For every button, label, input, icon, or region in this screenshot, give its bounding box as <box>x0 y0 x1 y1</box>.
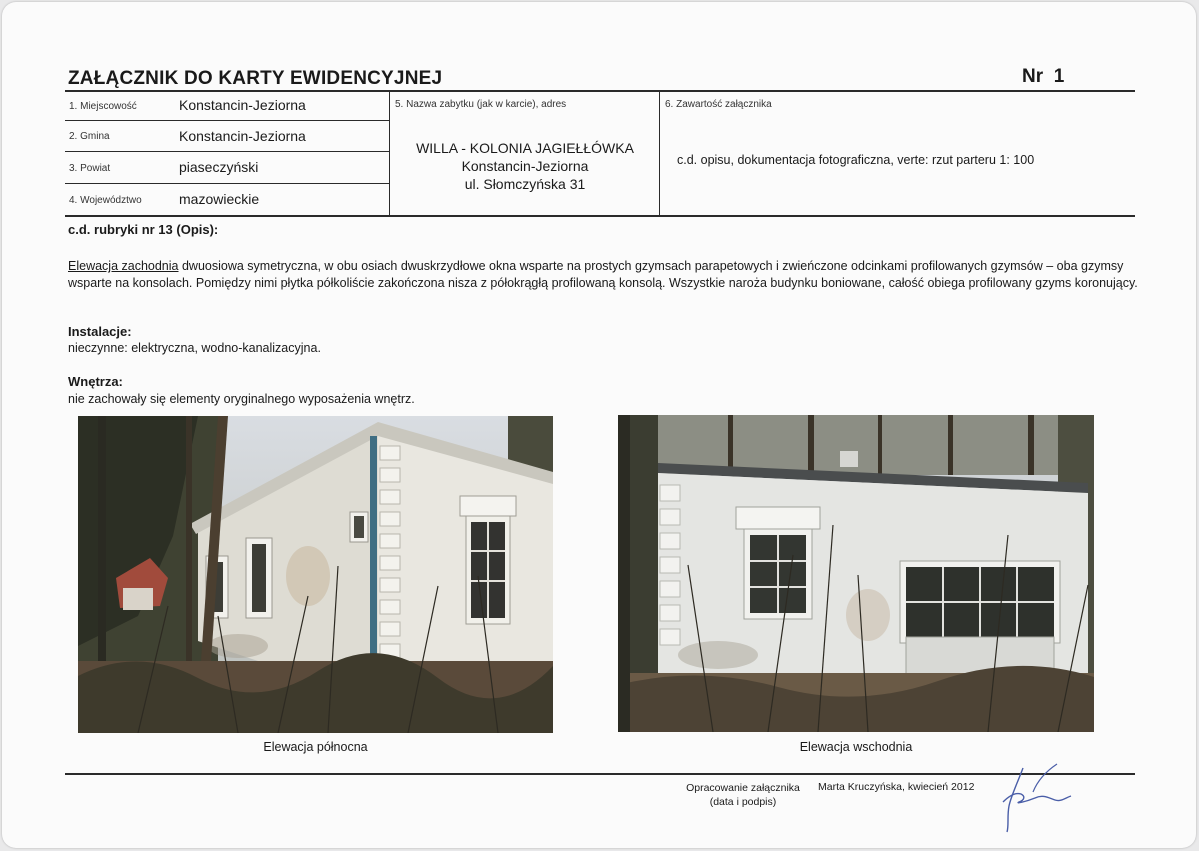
interior-heading: Wnętrza: <box>68 374 123 389</box>
photo-east-caption: Elewacja wschodnia <box>799 740 913 754</box>
author-date: Marta Kruczyńska, kwiecień 2012 <box>818 781 975 793</box>
elevation-text: dwuosiowa symetryczna, w obu osiach dwuskrzydłowe okna wsparte na prostych gzymsach parapetowych i zwieńczone odcinkami profilowanych gzymsów – oba gzymsy wsparte na konsolach. Pomiędzy nimi płytka półkoliście zakończona nisza z półokrągłą profilowaną konsolą. Wszystkie naroża budynku boniowane, całość obiega profilowany gzyms koronujący. <box>68 259 1138 290</box>
field-value-wojewodztwo: mazowieckie <box>179 191 260 207</box>
document-number <box>1022 66 1064 88</box>
monument-address: ul. Słomczyńska 31 <box>464 176 586 192</box>
table-bottom-rule <box>65 215 1135 217</box>
field-label-powiat: 3. Powiat <box>69 163 111 174</box>
photo-east-elevation <box>618 415 1094 732</box>
prepared-label-line-1: Opracowanie załącznika <box>686 782 800 794</box>
row-divider-3 <box>65 183 389 184</box>
field-label-miejscowosc: 1. Miejscowość <box>69 101 137 112</box>
contents-value: c.d. opisu, dokumentacja fotograficzna, verte: rzut parteru 1: 100 <box>677 153 1035 167</box>
row-divider-2 <box>65 151 389 152</box>
signature-mark <box>995 762 1080 834</box>
installations-text: nieczynne: elektryczna, wodno-kanalizacyjna. <box>68 341 321 355</box>
field-value-gmina: Konstancin-Jeziorna <box>179 128 306 144</box>
photo-north-elevation <box>78 416 553 733</box>
interior-text: nie zachowały się elementy oryginalnego wyposażenia wnętrz. <box>68 392 415 406</box>
number-label: Nr <box>1022 66 1044 87</box>
prepared-label-line-2: (data i podpis) <box>709 796 777 808</box>
field-value-miejscowosc: Konstancin-Jeziorna <box>179 97 306 113</box>
monument-name-block <box>390 139 660 193</box>
installations-heading: Instalacje: <box>68 324 132 339</box>
footer-rule <box>65 773 1135 775</box>
name-label: 5. Nazwa zabytku (jak w karcie), adres <box>395 99 567 110</box>
monument-name: WILLA - KOLONIA JAGIEŁŁÓWKA <box>416 140 634 156</box>
elevation-term: Elewacja zachodnia <box>68 259 179 273</box>
table-top-rule <box>65 90 1135 92</box>
document-title: ZAŁĄCZNIK DO KARTY EWIDENCYJNEJ <box>68 68 443 89</box>
prepared-label <box>676 781 810 809</box>
field-label-wojewodztwo: 4. Województwo <box>69 195 142 206</box>
monument-town: Konstancin-Jeziorna <box>461 158 589 174</box>
description-heading: c.d. rubryki nr 13 (Opis): <box>68 222 219 237</box>
elevation-paragraph <box>68 258 1138 292</box>
row-divider-1 <box>65 120 389 121</box>
photo-north-caption: Elewacja północna <box>263 740 368 754</box>
field-value-powiat: piaseczyński <box>179 159 259 175</box>
field-label-gmina: 2. Gmina <box>69 131 110 142</box>
contents-label: 6. Zawartość załącznika <box>665 99 772 110</box>
number-value: 1 <box>1053 66 1065 87</box>
